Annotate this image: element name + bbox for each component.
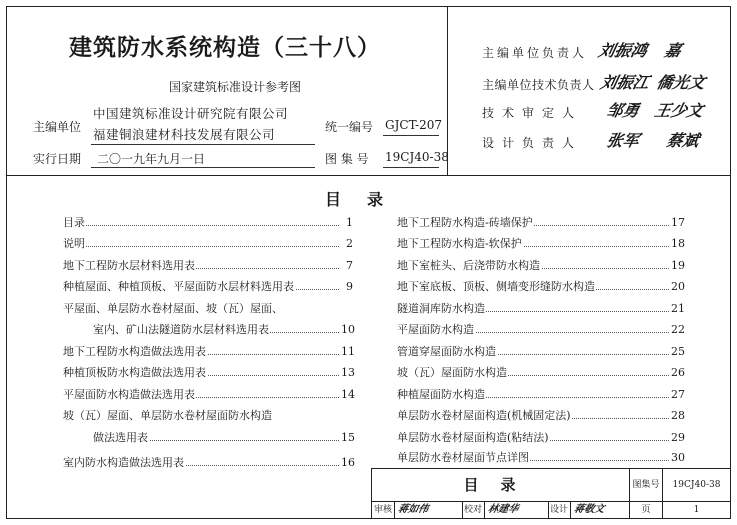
footer-design-name: 蒋敬文 [572, 504, 606, 515]
date-underline [91, 167, 315, 168]
toc-entry[interactable]: 地下室底板、顶板、侧墙变形缝防水构造 20 [397, 280, 685, 293]
footer-review-name: 蒋如伟 [396, 504, 430, 515]
number-underline [383, 135, 439, 136]
footer-atlas-value: 19CJ40-38 [672, 480, 721, 490]
signature: 嘉 [662, 41, 683, 60]
footer-title-block [371, 468, 731, 519]
editor-unit-underline [91, 144, 315, 145]
footer-page-value: 1 [693, 505, 700, 515]
number-label: 统一编号 [325, 120, 374, 134]
atlas-value: 19CJ40-38 [385, 150, 449, 164]
role-technical-leader: 主编单位技术负责人 [482, 78, 595, 92]
editor-unit-2: 福建铜浪建材科技发展有限公司 [93, 127, 276, 142]
toc-entry[interactable]: 管道穿屋面防水构造 25 [397, 345, 685, 358]
signature: 邹勇 [604, 101, 641, 120]
editor-unit-1: 中国建筑标准设计研究院有限公司 [93, 106, 289, 121]
toc-entry[interactable]: 地下工程防水构造-砖墙保护 17 [397, 216, 685, 229]
signature: 刘振鸿 [596, 41, 649, 60]
footer-atlas-label: 图集号 [632, 480, 660, 490]
toc-entry[interactable]: 室内防水构造做法选用表 16 [63, 456, 355, 469]
header-left-block [7, 7, 448, 175]
date-label: 实行日期 [33, 152, 82, 166]
toc-entry[interactable]: 平屋面防水构造做法选用表 14 [63, 388, 355, 401]
signature: 僑光文 [654, 73, 707, 92]
toc-entry[interactable]: 种植顶板防水构造做法选用表 13 [63, 366, 355, 379]
toc-entry[interactable]: 说明 2 [63, 237, 353, 250]
toc-entry[interactable]: 单层防水卷材屋面节点详图 30 [397, 451, 685, 464]
toc-entry[interactable]: 种植屋面、种植顶板、平屋面防水层材料选用表 9 [63, 280, 353, 293]
toc-entry[interactable]: 种植屋面防水构造 27 [397, 388, 685, 401]
signature: 王少文 [652, 101, 705, 120]
toc-title: 目录 [325, 190, 410, 209]
toc-entry[interactable]: 坡（瓦）屋面防水构造 26 [397, 366, 685, 379]
footer-proof-label: 校对 [463, 505, 482, 515]
toc-entry[interactable]: 单层防水卷材屋面构造(机械固定法) 28 [397, 409, 685, 422]
footer-proof-name: 林建华 [486, 504, 520, 515]
toc-entry[interactable]: 地下工程防水层材料选用表 7 [63, 259, 353, 272]
signature: 刘振江 [598, 73, 651, 92]
toc-entry[interactable]: 做法选用表 15 [93, 431, 355, 444]
toc-entry-continued: 平屋面、单层防水卷材屋面、坡（瓦）屋面、 [63, 302, 283, 315]
number-value: GJCT-207 [385, 118, 442, 132]
title-header [7, 7, 730, 176]
document-title: 建筑防水系统构造（三十八） [69, 35, 381, 61]
toc-entry-continued: 坡（瓦）屋面、单层防水卷材屋面防水构造 [63, 409, 272, 422]
editor-unit-label: 主编单位 [33, 120, 82, 134]
toc-entry[interactable]: 室内、矿山法隧道防水层材料选用表 10 [93, 323, 355, 336]
toc-entry[interactable]: 单层防水卷材屋面构造(粘结法) 29 [397, 431, 685, 444]
drawing-sheet [6, 6, 731, 519]
toc-entry[interactable]: 目录 1 [63, 216, 353, 229]
toc-entry[interactable]: 隧道洞库防水构造 21 [397, 302, 685, 315]
signature: 张军 [604, 131, 641, 150]
signature: 蔡斌 [664, 131, 701, 150]
role-design-leader: 设计负责人 [482, 136, 583, 150]
role-editor-unit-leader: 主编单位负责人 [482, 46, 588, 60]
footer-title: 目录 [372, 469, 630, 502]
toc-entry[interactable]: 地下工程防水构造做法选用表 11 [63, 345, 355, 358]
atlas-underline [383, 167, 439, 168]
role-technical-reviewer: 技术审定人 [482, 106, 583, 120]
footer-page-label: 页 [641, 505, 651, 515]
toc-entry[interactable]: 平屋面防水构造 22 [397, 323, 685, 336]
document-subtitle: 国家建筑标准设计参考图 [169, 80, 302, 94]
date-value: 二〇一九年九月一日 [97, 152, 206, 166]
toc-entry[interactable]: 地下工程防水构造-软保护 18 [397, 237, 685, 250]
atlas-label: 图 集 号 [325, 152, 369, 166]
footer-design-label: 设计 [549, 505, 568, 515]
footer-review-label: 审核 [373, 505, 392, 515]
toc-entry[interactable]: 地下室桩头、后浇带防水构造 19 [397, 259, 685, 272]
